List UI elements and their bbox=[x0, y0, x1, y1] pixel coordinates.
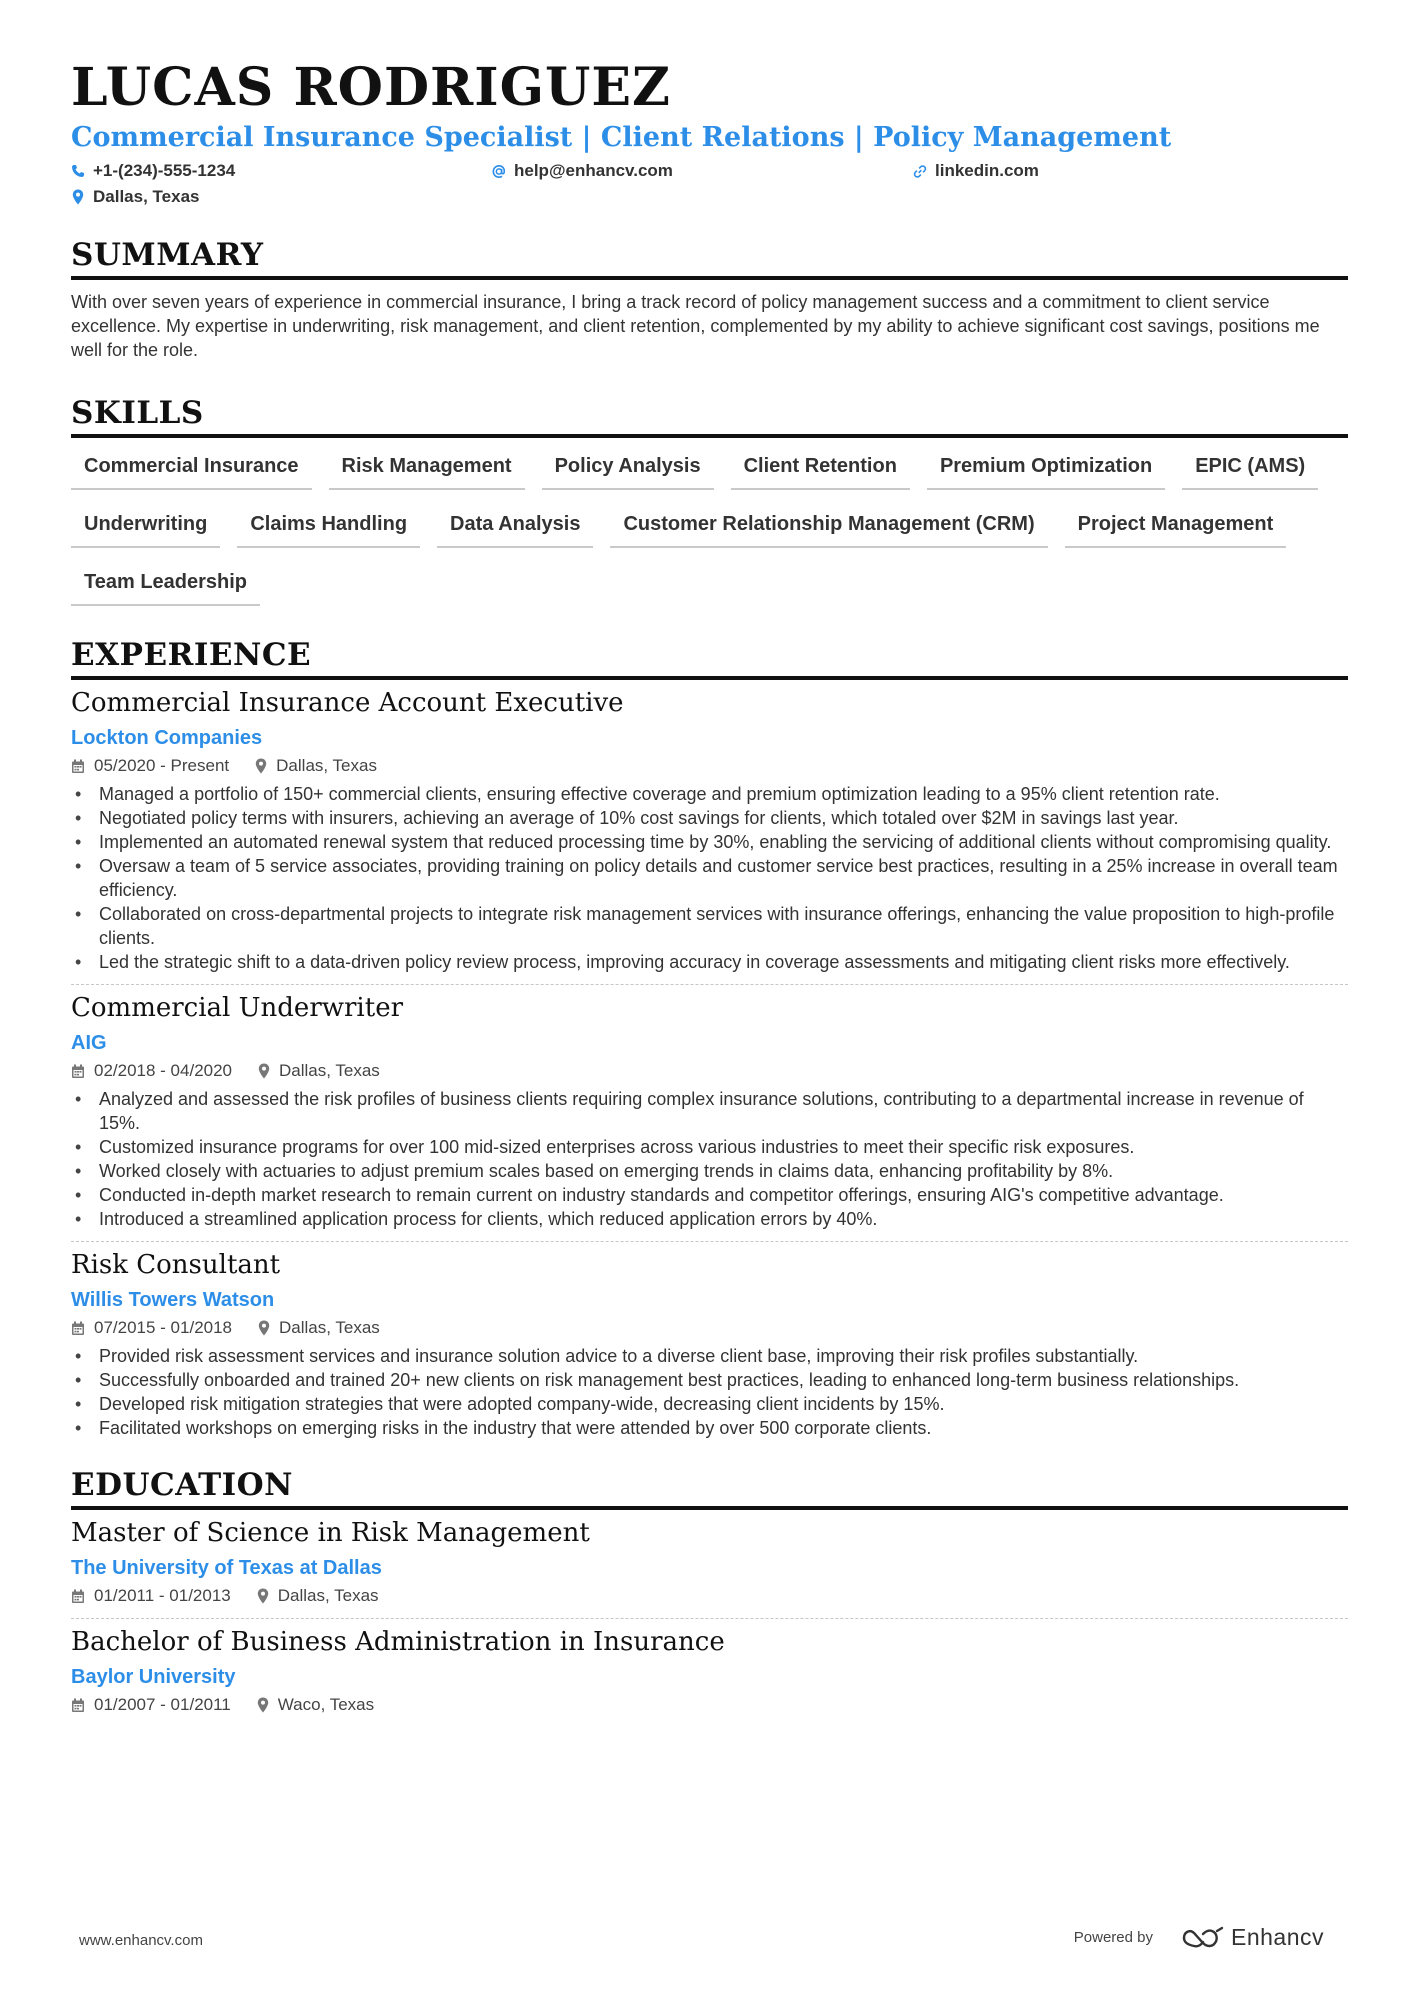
bullet-item: • Provided risk assessment services and insurance solution advice to a diverse client base, improving their risk profiles substantially. bbox=[71, 1344, 1348, 1368]
skill-tag: Customer Relationship Management (CRM) bbox=[610, 512, 1047, 548]
bullet-item: • Successfully onboarded and trained 20+ new clients on risk management best practices, leading to enhanced long-term business relationships. bbox=[71, 1368, 1348, 1392]
bullet-item: • Led the strategic shift to a data-driven policy review process, improving accuracy in coverage assessments and mitigating client risks more effectively. bbox=[71, 950, 1348, 974]
bullet-item: • Collaborated on cross-departmental projects to integrate risk management services with insurance offerings, enhancing the value proposition to high-profile clients. bbox=[71, 902, 1348, 950]
bullet-item: • Conducted in-depth market research to remain current on industry standards and competitor offerings, ensuring AIG's competitive advantage. bbox=[71, 1183, 1348, 1207]
email-item[interactable] bbox=[492, 158, 673, 184]
job-meta bbox=[71, 1059, 1348, 1083]
skills-section bbox=[71, 394, 1348, 628]
phone-icon bbox=[71, 163, 85, 179]
map-pin-icon bbox=[257, 1697, 269, 1713]
linkedin-item[interactable] bbox=[913, 158, 1039, 184]
resume-page bbox=[71, 58, 1348, 1717]
skill-tag: Policy Analysis bbox=[542, 454, 714, 490]
location-text: Dallas, Texas bbox=[93, 187, 200, 206]
job-location: Dallas, Texas bbox=[276, 756, 377, 775]
skill-tag: Claims Handling bbox=[237, 512, 420, 548]
summary-title: SUMMARY bbox=[71, 236, 1348, 280]
linkedin-text: linkedin.com bbox=[935, 161, 1039, 180]
education-meta bbox=[71, 1693, 1348, 1717]
bullet-item: • Worked closely with actuaries to adjust premium scales based on emerging trends in claims data, enhancing profitability by 8%. bbox=[71, 1159, 1348, 1183]
map-pin-icon bbox=[258, 1063, 270, 1079]
education-dates: 01/2007 - 01/2011 bbox=[94, 1695, 231, 1714]
education-section bbox=[71, 1466, 1348, 1717]
powered-by-label: Powered by bbox=[1073, 1929, 1153, 1946]
map-pin-icon bbox=[71, 189, 85, 205]
page-footer bbox=[0, 1922, 1410, 1962]
job-location: Dallas, Texas bbox=[279, 1061, 380, 1080]
bullet-item: • Oversaw a team of 5 service associates, providing training on policy details and customer service best practices, resulting in a 25% increase in overall team efficiency. bbox=[71, 854, 1348, 902]
education-location: Waco, Texas bbox=[277, 1695, 375, 1714]
education-dates: 01/2011 - 01/2013 bbox=[94, 1586, 231, 1605]
bullet-item: • Customized insurance programs for over 100 mid-sized enterprises across various industries to meet their specific risk exposures. bbox=[71, 1135, 1348, 1159]
skills-title: SKILLS bbox=[71, 394, 1348, 438]
bullet-item: • Analyzed and assessed the risk profiles of business clients requiring complex insurance solutions, contributing to a departmental increase in revenue of 15%. bbox=[71, 1087, 1348, 1135]
company-name: Willis Towers Watson bbox=[71, 1289, 275, 1311]
skill-tag: Project Management bbox=[1065, 512, 1287, 548]
skill-tag: Risk Management bbox=[329, 454, 525, 490]
map-pin-icon bbox=[255, 758, 267, 774]
skill-tag: Data Analysis bbox=[437, 512, 593, 548]
education-entry bbox=[71, 1625, 1348, 1717]
footer-branding bbox=[1074, 1924, 1324, 1951]
job-entry bbox=[71, 1248, 1348, 1440]
job-bullets bbox=[71, 782, 1348, 974]
bullet-item: • Managed a portfolio of 150+ commercial clients, ensuring effective coverage and premium optimization leading to a 95% client retention rate. bbox=[71, 782, 1348, 806]
education-entry bbox=[71, 1516, 1348, 1619]
phone-item[interactable] bbox=[71, 158, 235, 184]
bullet-item: • Facilitated workshops on emerging risks in the industry that were attended by over 500 corporate clients. bbox=[71, 1416, 1348, 1440]
entry-divider bbox=[71, 1618, 1348, 1619]
summary-text: With over seven years of experience in commercial insurance, I bring a track record of policy management success and a commitment to client service excellence. My expertise in underwriting, risk management, and client retention, complemented by my ability to achieve significant cost savings, positions me well for the role. bbox=[71, 292, 1320, 360]
email-text: help@enhancv.com bbox=[514, 161, 673, 180]
company-name: AIG bbox=[71, 1032, 107, 1054]
job-dates: 07/2015 - 01/2018 bbox=[94, 1318, 233, 1337]
bullet-item: • Introduced a streamlined application process for clients, which reduced application errors by 40%. bbox=[71, 1207, 1348, 1231]
skill-tag: Premium Optimization bbox=[927, 454, 1165, 490]
job-meta bbox=[71, 754, 1348, 778]
skill-tag: Client Retention bbox=[731, 454, 910, 490]
headline: Commercial Insurance Specialist | Client Relations | Policy Management bbox=[71, 122, 1172, 153]
map-pin-icon bbox=[257, 1588, 269, 1604]
school-name: Baylor University bbox=[71, 1666, 236, 1688]
experience-title: EXPERIENCE bbox=[71, 636, 1348, 680]
footer-website[interactable]: www.enhancv.com bbox=[79, 1932, 203, 1949]
experience-section bbox=[71, 636, 1348, 1440]
job-meta bbox=[71, 1316, 1348, 1340]
at-icon bbox=[492, 163, 506, 179]
calendar-icon bbox=[71, 759, 85, 774]
degree-title: Master of Science in Risk Management bbox=[71, 1518, 590, 1548]
education-title: EDUCATION bbox=[71, 1466, 1348, 1510]
degree-title: Bachelor of Business Administration in Insurance bbox=[71, 1627, 725, 1657]
school-name: The University of Texas at Dallas bbox=[71, 1557, 382, 1579]
skill-tag: Underwriting bbox=[71, 512, 220, 548]
job-dates: 02/2018 - 04/2020 bbox=[94, 1061, 233, 1080]
job-dates: 05/2020 - Present bbox=[94, 756, 230, 775]
education-location: Dallas, Texas bbox=[277, 1586, 379, 1605]
job-entry bbox=[71, 991, 1348, 1242]
job-title: Risk Consultant bbox=[71, 1250, 281, 1280]
job-location: Dallas, Texas bbox=[279, 1318, 380, 1337]
bullet-item: • Developed risk mitigation strategies that were adopted company-wide, decreasing client incidents by 15%. bbox=[71, 1392, 1348, 1416]
location-item bbox=[71, 184, 199, 210]
candidate-name: LUCAS RODRIGUEZ bbox=[71, 57, 671, 118]
entry-divider bbox=[71, 1241, 1348, 1242]
job-title: Commercial Insurance Account Executive bbox=[71, 688, 624, 718]
skill-tag: EPIC (AMS) bbox=[1182, 454, 1318, 490]
bullet-item: • Negotiated policy terms with insurers, achieving an average of 10% cost savings for clients, which totaled over $2M in savings last year. bbox=[71, 806, 1348, 830]
summary-section bbox=[71, 236, 1348, 362]
job-title: Commercial Underwriter bbox=[71, 993, 404, 1023]
enhancv-logo-icon bbox=[1181, 1925, 1225, 1951]
education-meta bbox=[71, 1584, 1348, 1608]
entry-divider bbox=[71, 984, 1348, 985]
calendar-icon bbox=[71, 1589, 85, 1604]
calendar-icon bbox=[71, 1064, 85, 1079]
skill-tag: Team Leadership bbox=[71, 570, 260, 606]
skill-tag: Commercial Insurance bbox=[71, 454, 312, 490]
job-entry bbox=[71, 686, 1348, 985]
calendar-icon bbox=[71, 1321, 85, 1336]
map-pin-icon bbox=[258, 1320, 270, 1336]
bullet-item: • Implemented an automated renewal system that reduced processing time by 30%, enabling the servicing of additional clients without compromising quality. bbox=[71, 830, 1348, 854]
phone-text: +1-(234)-555-1234 bbox=[93, 161, 236, 180]
link-icon bbox=[913, 163, 927, 179]
skills-list bbox=[71, 454, 1348, 628]
brand-name[interactable]: Enhancv bbox=[1230, 1924, 1324, 1950]
contact-info bbox=[71, 158, 1348, 210]
calendar-icon bbox=[71, 1698, 85, 1713]
job-bullets bbox=[71, 1344, 1348, 1440]
job-bullets bbox=[71, 1087, 1348, 1231]
company-name: Lockton Companies bbox=[71, 727, 263, 749]
